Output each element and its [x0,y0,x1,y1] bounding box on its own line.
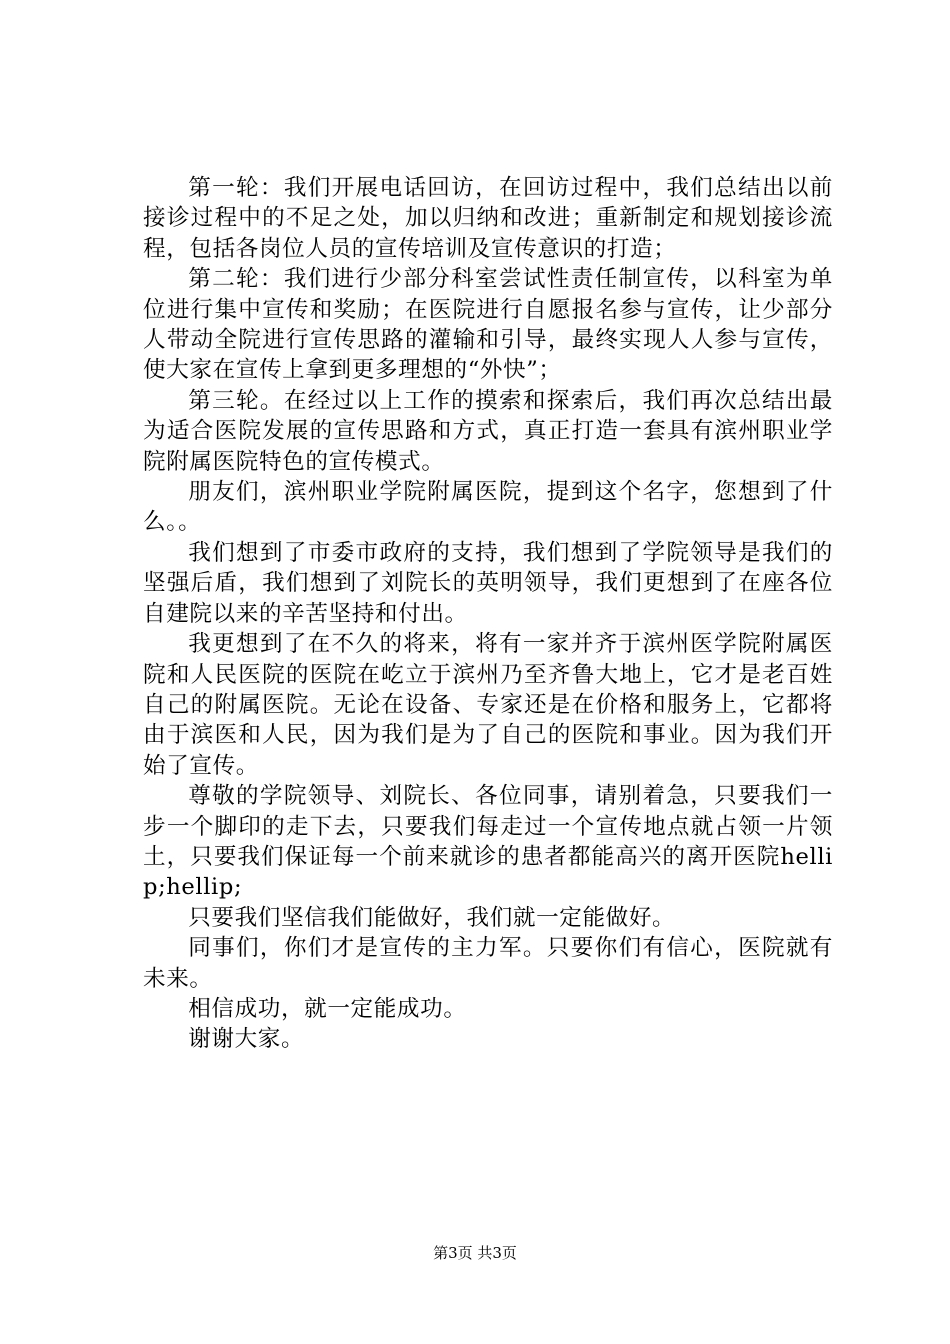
paragraph-future: 我更想到了在不久的将来，将有一家并齐于滨州医学院附属医院和人民医院的医院在屹立于滨州乃至齐鲁大地上，它才是老百姓自己的附属医院。无论在设备、专家还是在价格和服务上，它都将由于滨医和人民，因为我们是为了自己的医院和事业。因为我们开始了宣传。 [143,631,833,779]
paragraph-support: 我们想到了市委市政府的支持，我们想到了学院领导是我们的坚强后盾，我们想到了刘院长的英明领导，我们更想到了在座各位自建院以来的辛苦坚持和付出。 [143,539,833,627]
paragraph-colleagues: 同事们，你们才是宣传的主力军。只要你们有信心，医院就有未来。 [143,935,833,992]
document-body [143,173,833,1055]
paragraph-round-two: 第二轮：我们进行少部分科室尝试性责任制宣传，以科室为单位进行集中宣传和奖励；在医院进行自愿报名参与宣传，让少部分人带动全院进行宣传思路的灌输和引导，最终实现人人参与宣传，使大家在宣传上拿到更多理想的“外快”； [143,266,833,384]
paragraph-round-one: 第一轮：我们开展电话回访，在回访过程中，我们总结出以前接诊过程中的不足之处，加以归纳和改进；重新制定和规划接诊流程，包括各岗位人员的宣传培训及宣传意识的打造； [143,175,833,262]
paragraph-friends: 朋友们，滨州职业学院附属医院，提到这个名字，您想到了什么。。 [143,479,833,536]
page-number-footer: 第3页 共3页 [433,1244,517,1262]
paragraph-thanks: 谢谢大家。 [188,1026,305,1053]
paragraph-respected-leaders: 尊敬的学院领导、刘院长、各位同事，请别着急，只要我们一步一个脚印的走下去，只要我们每走过一个宣传地点就占领一片领土，只要我们保证每一个前来就诊的患者都能高兴的离开医院hellip;hellip; [143,783,833,901]
paragraph-believe: 只要我们坚信我们能做好，我们就一定能做好。 [188,904,676,931]
paragraph-success: 相信成功，就一定能成功。 [188,995,467,1022]
paragraph-round-three: 第三轮。在经过以上工作的摸索和探索后，我们再次总结出最为适合医院发展的宣传思路和方式，真正打造一套具有滨州职业学院附属医院特色的宣传模式。 [143,387,833,475]
